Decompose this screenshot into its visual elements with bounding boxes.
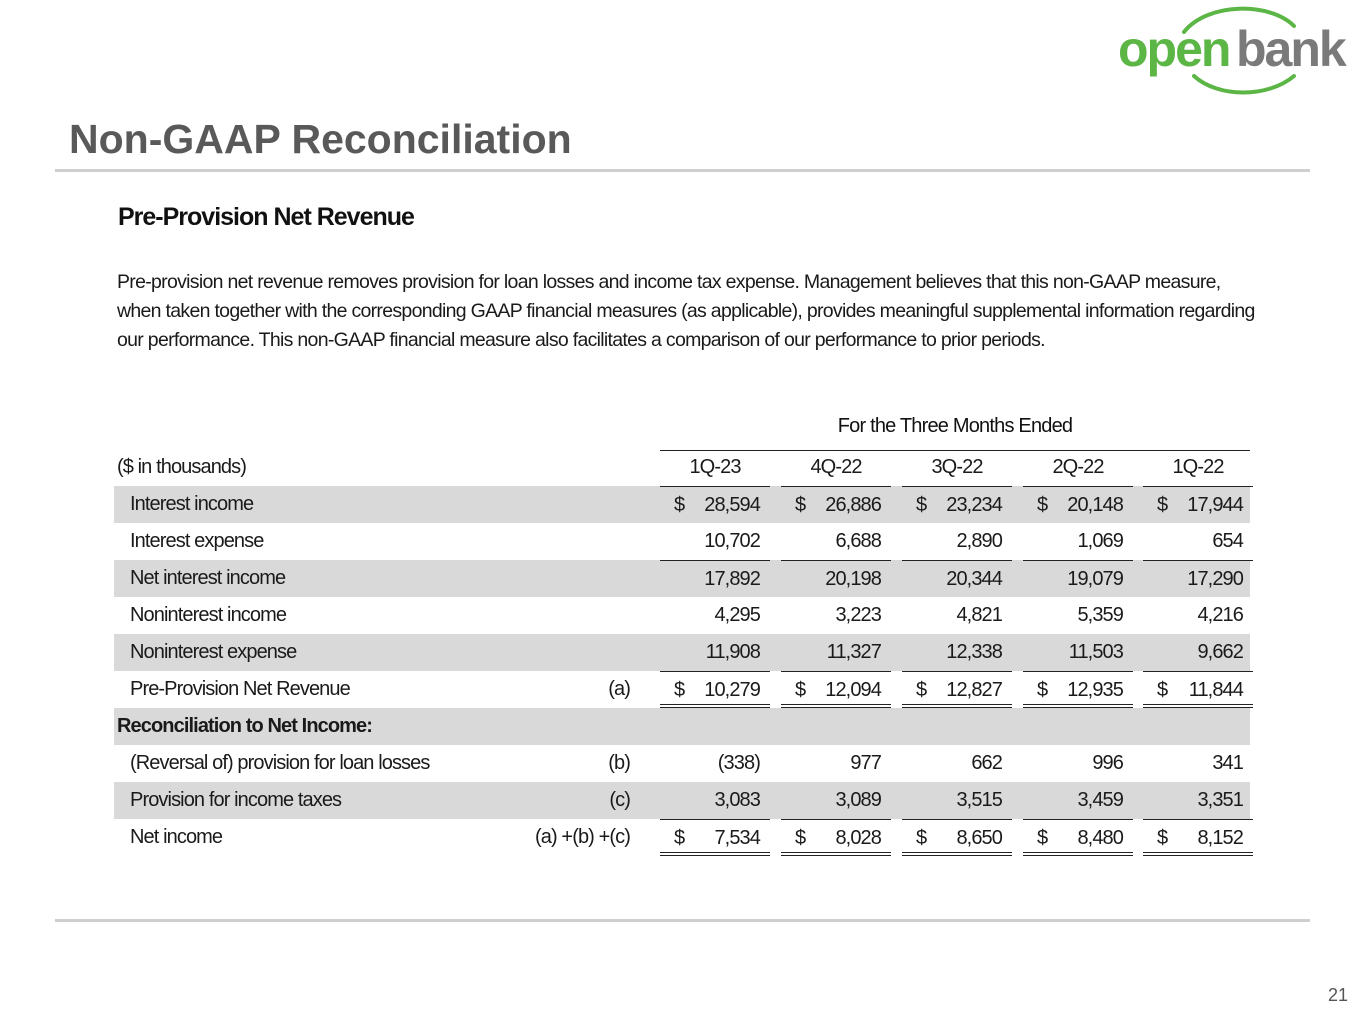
value-cell: [781, 560, 891, 597]
value-text: 996: [1092, 752, 1123, 774]
section-title: Pre-Provision Net Revenue: [118, 203, 414, 231]
row-label: Net interest income: [130, 567, 286, 589]
value-text: 3,223: [835, 604, 881, 626]
row-label: Reconciliation to Net Income:: [117, 715, 373, 737]
value-text: 4,821: [956, 604, 1002, 626]
value-text: 17,290: [1187, 568, 1243, 590]
value-cell: [1143, 523, 1253, 560]
row-reference: (a) +(b) +(c): [535, 826, 630, 848]
column-header: 2Q-22: [1052, 456, 1104, 478]
dollar-sign: $: [916, 679, 927, 701]
table-row: [114, 597, 1250, 634]
description-paragraph: Pre-provision net revenue removes provision for loan losses and income tax expense. Management believes that this non-GAAP measure, when taken together with the corresponding GAAP financial measures (as applicable), provides meaningful supplemental information regarding our performance. This non-GAAP financial measure also facilitates a comparison of our performance to prior periods.: [117, 271, 1255, 351]
table-row: [114, 745, 1250, 782]
value-text: 8,028: [835, 827, 881, 849]
table-row: [114, 523, 1250, 560]
row-label: Pre-Provision Net Revenue: [130, 678, 350, 700]
value-text: 20,148: [1067, 494, 1123, 516]
dollar-sign: $: [1157, 679, 1168, 701]
page-number: 21: [1327, 985, 1348, 1005]
row-label: Noninterest income: [130, 604, 287, 626]
value-cell: [902, 560, 1012, 597]
value-text: 654: [1212, 530, 1243, 552]
value-text: 23,234: [946, 494, 1002, 516]
value-text: 3,089: [835, 789, 881, 811]
value-text: 12,827: [946, 679, 1002, 701]
value-cell: [902, 671, 1012, 708]
row-label: Interest income: [130, 493, 254, 515]
value-text: 11,844: [1188, 679, 1243, 701]
value-text: 8,650: [956, 827, 1002, 849]
value-text: 17,892: [704, 568, 760, 590]
dollar-sign: $: [674, 679, 685, 701]
value-text: 11,327: [826, 641, 881, 663]
dollar-sign: $: [1037, 827, 1048, 849]
value-text: 2,890: [956, 530, 1002, 552]
value-cell: [1023, 560, 1133, 597]
page-title: Non-GAAP Reconciliation: [69, 116, 572, 162]
column-header: 1Q-22: [1172, 456, 1224, 478]
dollar-sign: $: [916, 494, 927, 516]
dollar-sign: $: [1157, 827, 1168, 849]
table-row: [114, 782, 1250, 819]
dollar-sign: $: [1037, 494, 1048, 516]
value-cell: [1143, 634, 1253, 671]
value-text: 4,295: [714, 604, 760, 626]
value-cell: [1023, 745, 1133, 782]
value-text: 12,338: [946, 641, 1002, 663]
logo-text-open: open: [1118, 21, 1230, 77]
value-text: 8,152: [1197, 827, 1243, 849]
value-text: 7,534: [714, 827, 760, 849]
value-text: 12,935: [1067, 679, 1123, 701]
value-cell: [1143, 819, 1253, 856]
table-header-row: [114, 449, 1250, 486]
value-text: 3,459: [1077, 789, 1123, 811]
row-label: Provision for income taxes: [130, 789, 342, 811]
table-row: [114, 708, 1250, 745]
value-cell: [902, 597, 1012, 634]
value-text: 341: [1212, 752, 1243, 774]
row-label: Net income: [130, 826, 223, 848]
value-text: 10,279: [704, 679, 760, 701]
value-text: 9,662: [1197, 641, 1243, 663]
value-text: 20,344: [946, 568, 1002, 590]
row-reference: (b): [608, 752, 630, 774]
value-cell: [1023, 782, 1133, 819]
period-header-rule: [660, 450, 1250, 451]
value-cell: [902, 782, 1012, 819]
value-text: 17,944: [1187, 494, 1243, 516]
value-cell: [660, 486, 770, 523]
value-cell: [902, 819, 1012, 856]
dollar-sign: $: [795, 494, 806, 516]
dollar-sign: $: [674, 494, 685, 516]
value-cell: [902, 523, 1012, 560]
value-text: 20,198: [825, 568, 881, 590]
value-text: 977: [850, 752, 881, 774]
value-text: 11,503: [1068, 641, 1123, 663]
table-row: [114, 560, 1250, 597]
dollar-sign: $: [1157, 494, 1168, 516]
value-cell: [781, 819, 891, 856]
value-text: 662: [971, 752, 1002, 774]
value-cell: [781, 486, 891, 523]
value-cell: [660, 523, 770, 560]
value-text: 19,079: [1067, 568, 1123, 590]
dollar-sign: $: [916, 827, 927, 849]
value-text: 6,688: [835, 530, 881, 552]
value-cell: [1143, 486, 1253, 523]
value-cell: [1023, 597, 1133, 634]
value-text: 1,069: [1077, 530, 1123, 552]
value-cell: [1143, 782, 1253, 819]
value-text: 3,515: [956, 789, 1002, 811]
open-bank-logo: [1110, 4, 1360, 96]
value-cell: [781, 782, 891, 819]
logo-bottom-arc: [1194, 76, 1294, 93]
value-text: 26,886: [825, 494, 881, 516]
value-cell: [660, 634, 770, 671]
value-cell: [660, 560, 770, 597]
table-row: [114, 671, 1250, 708]
logo-text-bank: bank: [1236, 21, 1345, 77]
table-row: [114, 634, 1250, 671]
value-cell: [781, 634, 891, 671]
value-cell: [1143, 671, 1253, 708]
value-text: 28,594: [704, 494, 760, 516]
value-cell: [660, 745, 770, 782]
value-text: 8,480: [1077, 827, 1123, 849]
dollar-sign: $: [795, 679, 806, 701]
value-text: 3,351: [1197, 789, 1243, 811]
row-label: Interest expense: [130, 530, 264, 552]
value-cell: [902, 634, 1012, 671]
value-cell: [1023, 523, 1133, 560]
period-header: For the Three Months Ended: [837, 415, 1073, 437]
value-cell: [781, 597, 891, 634]
value-cell: [781, 671, 891, 708]
value-text: 5,359: [1077, 604, 1123, 626]
value-cell: [660, 597, 770, 634]
column-header: 3Q-22: [931, 456, 983, 478]
value-cell: [660, 819, 770, 856]
value-cell: [1023, 634, 1133, 671]
value-cell: [1143, 745, 1253, 782]
row-label: Noninterest expense: [130, 641, 297, 663]
value-cell: [1143, 560, 1253, 597]
value-text: 4,216: [1197, 604, 1243, 626]
table-row: [114, 819, 1250, 856]
value-cell: [1023, 486, 1133, 523]
dollar-sign: $: [795, 827, 806, 849]
value-text: 12,094: [825, 679, 881, 701]
row-reference: (a): [608, 678, 630, 700]
bottom-divider: [55, 919, 1310, 922]
value-cell: [660, 782, 770, 819]
value-cell: [1023, 819, 1133, 856]
dollar-sign: $: [1037, 679, 1048, 701]
row-reference: (c): [609, 789, 630, 811]
value-text: (338): [717, 752, 760, 774]
row-label: (Reversal of) provision for loan losses: [130, 752, 430, 774]
value-cell: [781, 745, 891, 782]
value-cell: [1143, 597, 1253, 634]
dollar-sign: $: [674, 827, 685, 849]
value-cell: [1023, 671, 1133, 708]
value-text: 10,702: [704, 530, 760, 552]
column-header: 4Q-22: [810, 456, 862, 478]
title-divider: [55, 169, 1310, 172]
value-cell: [781, 523, 891, 560]
units-label: ($ in thousands): [117, 456, 247, 478]
value-cell: [902, 745, 1012, 782]
value-text: 11,908: [705, 641, 760, 663]
value-cell: [902, 486, 1012, 523]
value-text: 3,083: [714, 789, 760, 811]
table-row: [114, 486, 1250, 523]
column-header: 1Q-23: [689, 456, 741, 478]
value-cell: [660, 671, 770, 708]
